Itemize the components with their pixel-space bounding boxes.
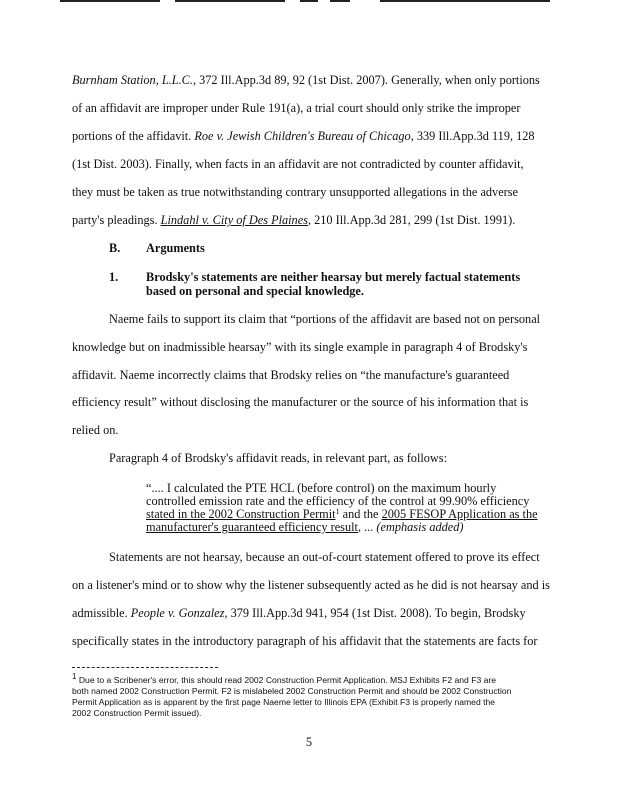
- body-line: relied on.: [72, 423, 119, 437]
- footnote-line: Permit Application as is apparent by the first page Naeme letter to Illinois EPA (Exhibit F3 is properly named the: [72, 697, 496, 707]
- body-line: portions of the affidavit. Roe v. Jewish Children's Bureau of Chicago, 339 Ill.App.3d 119, 128: [72, 129, 535, 143]
- body-line: Paragraph 4 of Brodsky's affidavit reads, in relevant part, as follows:: [109, 451, 448, 465]
- subsection-number: 1.: [109, 270, 119, 284]
- body-line: party's pleadings. Lindahl v. City of Des Plaines, 210 Ill.App.3d 281, 299 (1st Dist. 1991).: [72, 213, 516, 227]
- body-line: of an affidavit are improper under Rule 191(a), a trial court should only strike the improper: [72, 101, 521, 115]
- case-citation: Roe v. Jewish Children's Bureau of Chicago: [194, 129, 411, 143]
- section-title: Arguments: [146, 241, 205, 255]
- footnote-line: 2002 Construction Permit issued).: [72, 708, 202, 718]
- case-citation: Lindahl v. City of Des Plaines: [160, 213, 308, 227]
- body-line: knowledge but on inadmissible hearsay” with its single example in paragraph 4 of Brodsky's: [72, 340, 528, 354]
- footnote-number: 1: [72, 672, 77, 681]
- case-citation: People v. Gonzalez: [130, 606, 225, 620]
- top-rule: [300, 0, 318, 2]
- body-line: on a listener's mind or to show why the listener subsequently acted as he did is not hearsay and is: [72, 578, 550, 592]
- body-line: affidavit. Naeme incorrectly claims that Brodsky relies on “the manufacture's guaranteed: [72, 368, 510, 382]
- body-line: they must be taken as true notwithstanding contrary unsupported allegations in the adverse: [72, 185, 518, 199]
- body-line: Statements are not hearsay, because an out-of-court statement offered to prove its effect: [109, 550, 540, 564]
- emphasis-note: (emphasis added): [376, 520, 464, 534]
- body-line: (1st Dist. 2003). Finally, when facts in an affidavit are not contradicted by counter affidavit,: [72, 157, 524, 171]
- footnote-line: both named 2002 Construction Permit. F2 is mislabeled 2002 Construction Permit and should be 2002 Construction: [72, 686, 512, 696]
- top-rule: [330, 0, 350, 2]
- block-quote-line: manufacturer's guaranteed efficiency result, ... (emphasis added): [146, 520, 464, 534]
- body-line: specifically states in the introductory paragraph of his affidavit that the statements are facts for: [72, 634, 538, 648]
- case-citation: Burnham Station, L.L.C.: [72, 73, 193, 87]
- body-line: admissible. People v. Gonzalez, 379 Ill.App.3d 941, 954 (1st Dist. 2008). To begin, Brodsky: [72, 606, 526, 620]
- top-rule: [175, 0, 285, 2]
- section-letter: B.: [109, 241, 121, 255]
- subsection-title: based on personal and special knowledge.: [146, 284, 364, 298]
- top-rule: [60, 0, 160, 2]
- page-number: 5: [305, 735, 313, 749]
- block-quote-line: stated in the 2002 Construction Permit$^1$ and the 2005 FESOP Application as the: [146, 507, 538, 521]
- top-rule: [380, 0, 550, 2]
- subsection-title: Brodsky's statements are neither hearsay but merely factual statements: [146, 270, 521, 284]
- body-line: efficiency result” without disclosing the manufacturer or the source of his information that is: [72, 395, 529, 409]
- footnote-marker[interactable]: 1: [335, 507, 340, 516]
- block-quote-line: controlled emission rate and the efficiency of the control at 99.90% efficiency: [146, 494, 530, 508]
- block-quote-line: “.... I calculated the PTE HCL (before control) on the maximum hourly: [146, 481, 497, 495]
- body-line: Burnham Station, L.L.C., 372 Ill.App.3d 89, 92 (1st Dist. 2007). Generally, when only portions: [72, 73, 540, 87]
- footnote-line: $^1$ Due to a Scribener's error, this should read 2002 Construction Permit Application. MSJ Exhibits F2 and F3 are: [72, 672, 497, 685]
- body-line: Naeme fails to support its claim that “portions of the affidavit are based not on personal: [109, 312, 541, 326]
- footnote-rule: [72, 667, 218, 668]
